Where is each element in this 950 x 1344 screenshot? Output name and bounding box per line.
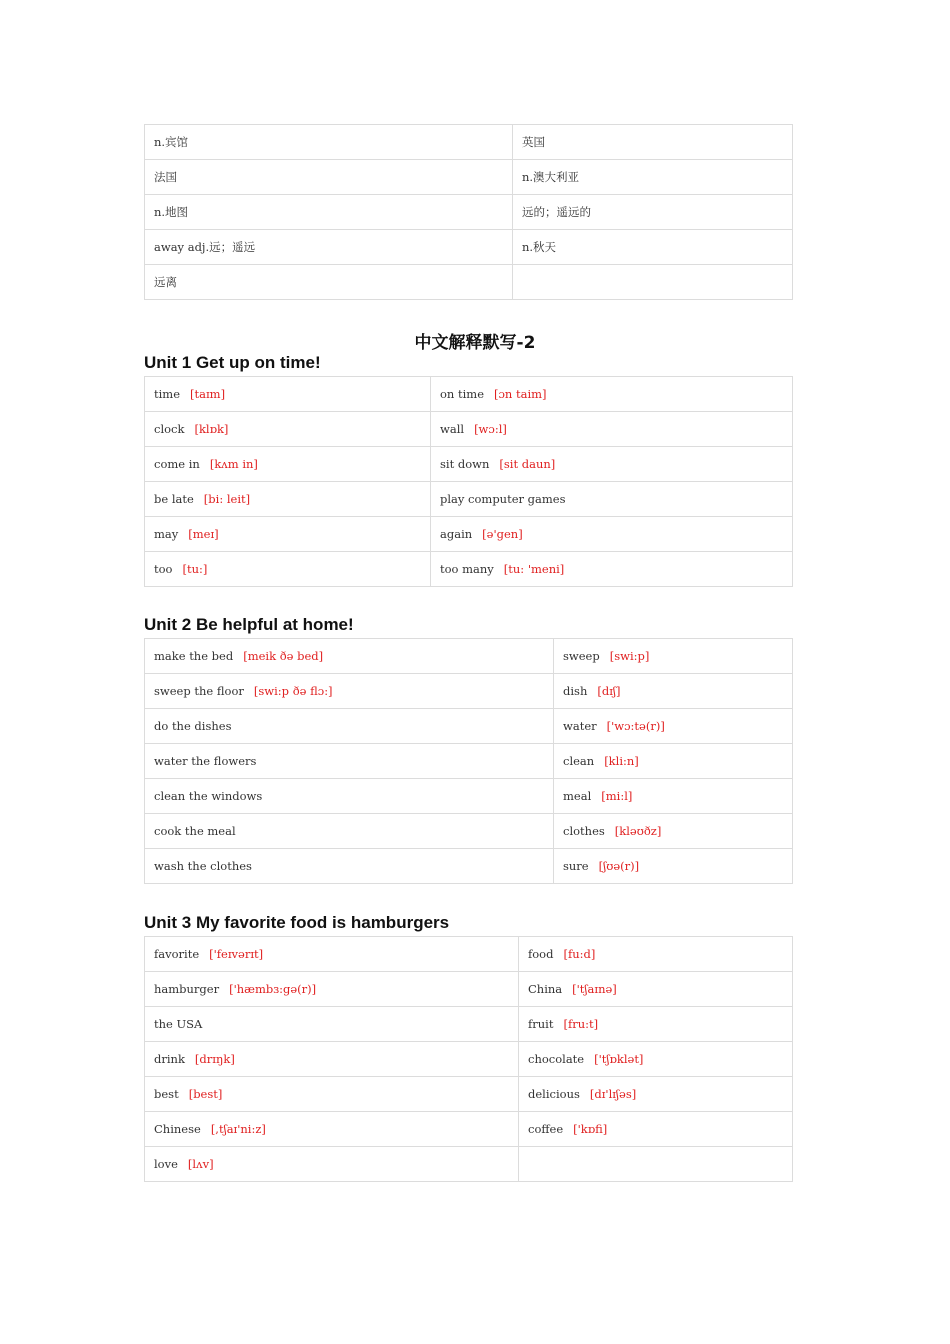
vocab-cell: [513, 125, 793, 160]
table-row: [145, 639, 793, 674]
vocab-cell: [519, 1042, 793, 1077]
table-row: [145, 552, 793, 587]
vocab-cell: [554, 744, 793, 779]
vocab-word: n.澳大利亚: [522, 170, 580, 184]
vocab-table-unit-1: [144, 376, 793, 587]
phonetic-transcription: [swi:p ðə flɔ:]: [253, 684, 333, 698]
vocab-table-unit-3: [144, 936, 793, 1182]
phonetic-transcription: [ʃʊə(r)]: [598, 859, 640, 873]
phonetic-transcription: [taɪm]: [190, 387, 226, 401]
vocab-cell: [431, 552, 793, 587]
vocab-word: best: [154, 1087, 179, 1101]
phonetic-transcription: [kli:n]: [604, 754, 639, 768]
phonetic-transcription: [dɪʃ]: [597, 684, 621, 698]
phonetic-transcription: ['tʃaɪnə]: [572, 982, 617, 996]
vocab-table-unit-2: [144, 638, 793, 884]
vocab-cell: [145, 552, 431, 587]
vocab-cell: [519, 1112, 793, 1147]
table-row: [145, 972, 793, 1007]
vocab-word: too: [154, 562, 173, 576]
vocab-word: clean the windows: [154, 789, 263, 803]
table-row: [145, 744, 793, 779]
vocab-cell: [513, 195, 793, 230]
vocab-word: China: [528, 982, 563, 996]
vocab-cell: [145, 972, 519, 1007]
phonetic-transcription: ['hæmbɜ:gə(r)]: [229, 982, 317, 996]
vocab-cell: [145, 1042, 519, 1077]
phonetic-transcription: ['feɪvərɪt]: [209, 947, 264, 961]
table-row: [145, 937, 793, 972]
table-row: [145, 447, 793, 482]
phonetic-transcription: [klɒk]: [194, 422, 229, 436]
vocab-cell: [513, 265, 793, 300]
vocab-cell: [145, 814, 554, 849]
phonetic-transcription: [drɪŋk]: [194, 1052, 235, 1066]
vocab-cell: [145, 377, 431, 412]
phonetic-transcription: ['tʃɒklət]: [594, 1052, 644, 1066]
vocab-word: clean: [563, 754, 595, 768]
vocab-cell: [145, 195, 513, 230]
vocab-cell: [145, 412, 431, 447]
vocab-cell: [519, 1147, 793, 1182]
vocab-cell: [145, 937, 519, 972]
vocab-word: make the bed: [154, 649, 234, 663]
vocab-cell: [554, 849, 793, 884]
table-row: [145, 674, 793, 709]
unit-2-heading: Unit 2 Be helpful at home!: [144, 615, 354, 634]
phonetic-transcription: [kləʊðz]: [614, 824, 662, 838]
vocab-word: may: [154, 527, 179, 541]
table-row: [145, 1147, 793, 1182]
phonetic-transcription: ['kɒfi]: [573, 1122, 608, 1136]
vocab-cell: [145, 447, 431, 482]
vocab-word: dish: [563, 684, 588, 698]
table-row: [145, 1077, 793, 1112]
vocab-cell: [554, 674, 793, 709]
vocab-word: sweep the floor: [154, 684, 244, 698]
vocab-cell: [554, 639, 793, 674]
phonetic-transcription: [bi: leit]: [203, 492, 251, 506]
phonetic-transcription: [tu:]: [182, 562, 208, 576]
vocab-cell: [145, 1112, 519, 1147]
vocab-cell: [554, 779, 793, 814]
vocab-word: n.宾馆: [154, 135, 189, 149]
vocab-cell: [145, 517, 431, 552]
vocab-word: drink: [154, 1052, 185, 1066]
vocab-cell: [513, 230, 793, 265]
vocab-word: be late: [154, 492, 194, 506]
table-row: [145, 412, 793, 447]
table-row: [145, 517, 793, 552]
phonetic-transcription: [tu: 'meni]: [503, 562, 565, 576]
vocab-cell: [145, 674, 554, 709]
vocab-word: food: [528, 947, 554, 961]
vocab-cell: [554, 814, 793, 849]
vocab-word: love: [154, 1157, 178, 1171]
vocab-cell: [554, 709, 793, 744]
vocab-word: chocolate: [528, 1052, 585, 1066]
phonetic-transcription: [meɪ]: [188, 527, 219, 541]
table-row: [145, 849, 793, 884]
vocab-cell: [431, 412, 793, 447]
table-row: [145, 482, 793, 517]
vocab-word: sweep: [563, 649, 600, 663]
vocab-word: favorite: [154, 947, 200, 961]
vocab-word: n.地图: [154, 205, 189, 219]
vocab-word: hamburger: [154, 982, 220, 996]
vocab-cell: [431, 447, 793, 482]
vocab-cell: [145, 230, 513, 265]
table-row: [145, 709, 793, 744]
vocab-word: the USA: [154, 1017, 203, 1031]
vocab-cell: [519, 972, 793, 1007]
vocab-word: 英国: [522, 135, 545, 149]
vocab-cell: [431, 517, 793, 552]
vocab-cell: [145, 265, 513, 300]
table-row: [145, 779, 793, 814]
vocab-word: sure: [563, 859, 589, 873]
vocab-cell: [145, 709, 554, 744]
table-row: [145, 195, 793, 230]
phonetic-transcription: [mi:l]: [601, 789, 633, 803]
table-row: [145, 1042, 793, 1077]
vocab-word: cook the meal: [154, 824, 236, 838]
vocab-word: 远离: [154, 275, 177, 289]
vocab-word: come in: [154, 457, 200, 471]
vocab-word: wall: [440, 422, 465, 436]
table-row: [145, 230, 793, 265]
vocab-word: wash the clothes: [154, 859, 252, 873]
vocab-word: 远的；遥远的: [522, 205, 591, 219]
vocab-cell: [519, 1077, 793, 1112]
vocab-word: again: [440, 527, 473, 541]
vocab-word: away adj.远；遥远: [154, 240, 256, 254]
vocab-cell: [519, 1007, 793, 1042]
vocab-word: meal: [563, 789, 592, 803]
vocab-word: 法国: [154, 170, 177, 184]
unit-3-heading: Unit 3 My favorite food is hamburgers: [144, 913, 450, 932]
table-row: [145, 377, 793, 412]
table-row: [145, 265, 793, 300]
vocab-cell: [145, 1077, 519, 1112]
unit-1-heading: Unit 1 Get up on time!: [144, 353, 321, 372]
vocab-cell: [431, 377, 793, 412]
vocab-cell: [513, 160, 793, 195]
document-title: 中文解释默写-2: [414, 333, 536, 353]
table-row: [145, 1007, 793, 1042]
vocab-cell: [519, 937, 793, 972]
table-row: [145, 160, 793, 195]
phonetic-transcription: [best]: [188, 1087, 223, 1101]
vocab-word: on time: [440, 387, 484, 401]
vocab-word: clock: [154, 422, 185, 436]
vocab-cell: [145, 482, 431, 517]
vocab-cell: [145, 639, 554, 674]
vocab-cell: [431, 482, 793, 517]
vocab-cell: [145, 1147, 519, 1182]
vocab-table-intro: [144, 124, 793, 300]
vocab-word: sit down: [440, 457, 490, 471]
phonetic-transcription: [fu:d]: [563, 947, 596, 961]
phonetic-transcription: [ə'gen]: [482, 527, 523, 541]
phonetic-transcription: [ɔn taim]: [494, 387, 547, 401]
vocab-word: Chinese: [154, 1122, 201, 1136]
table-row: [145, 1112, 793, 1147]
phonetic-transcription: [wɔ:l]: [474, 422, 507, 436]
phonetic-transcription: [fru:t]: [563, 1017, 599, 1031]
phonetic-transcription: [lʌv]: [187, 1157, 214, 1171]
vocab-cell: [145, 1007, 519, 1042]
vocab-cell: [145, 779, 554, 814]
phonetic-transcription: [dɪ'lɪʃəs]: [589, 1087, 637, 1101]
phonetic-transcription: [kʌm in]: [209, 457, 258, 471]
vocab-word: fruit: [528, 1017, 554, 1031]
vocab-cell: [145, 849, 554, 884]
vocab-word: clothes: [563, 824, 605, 838]
vocab-word: water: [563, 719, 597, 733]
vocab-word: delicious: [528, 1087, 580, 1101]
table-row: [145, 125, 793, 160]
phonetic-transcription: [sit daun]: [499, 457, 556, 471]
table-row: [145, 814, 793, 849]
vocab-cell: [145, 125, 513, 160]
vocab-cell: [145, 744, 554, 779]
vocab-word: play computer games: [440, 492, 566, 506]
vocab-word: coffee: [528, 1122, 564, 1136]
phonetic-transcription: ['wɔ:tə(r)]: [606, 719, 665, 733]
vocab-word: do the dishes: [154, 719, 232, 733]
vocab-word: time: [154, 387, 181, 401]
vocab-cell: [145, 160, 513, 195]
vocab-word: n.秋天: [522, 240, 557, 254]
phonetic-transcription: [meik ðə bed]: [243, 649, 324, 663]
phonetic-transcription: [swi:p]: [609, 649, 650, 663]
phonetic-transcription: [,tʃaɪ'ni:z]: [210, 1122, 266, 1136]
vocab-word: water the flowers: [154, 754, 257, 768]
vocab-word: too many: [440, 562, 494, 576]
